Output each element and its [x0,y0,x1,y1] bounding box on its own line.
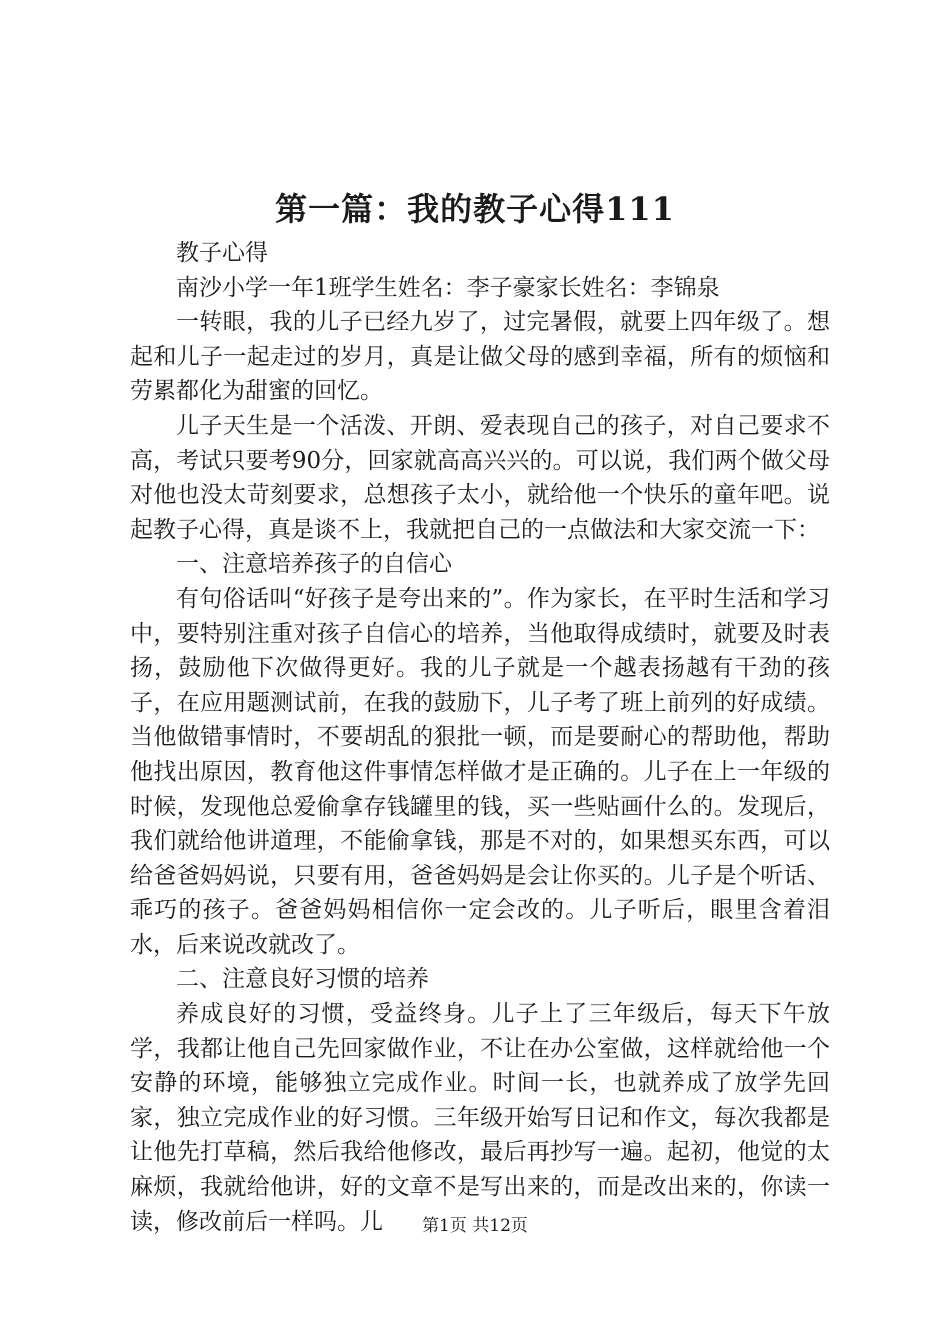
section-heading: 一、注意培养孩子的自信心 [176,551,452,578]
page-footer: 第1页 共12页 [422,1216,528,1236]
section-heading: 二、注意良好习惯的培养 [176,966,429,993]
paragraph: 教子心得 [176,240,268,266]
document-title: 第一篇：我的教子心得111 [275,190,675,228]
paragraph: 一转眼，我的儿子已经九岁了，过完暑假，就要上四年级了。想起和儿子一起走过的岁月，真是让做父母的感到幸福，所有的烦恼和劳累都化为甜蜜的回忆。 [130,309,830,405]
document-body [130,236,830,1239]
paragraph: 有句俗话叫“好孩子是夸出来的”。作为家长，在平时生活和学习中，要特别注重对孩子自信心的培养，当他取得成绩时，就要及时表扬，鼓励他下次做得更好。我的儿子就是一个越表扬越有干劲的孩子，在应用题测试前，在我的鼓励下，儿子考了班上前列的好成绩。当他做错事情时，不要胡乱的狠批一顿，而是要耐心的帮助他，帮助他找出原因，教育他这件事情怎样做才是正确的。儿子在上一年级的时候，发现他总爱偷拿存钱罐里的钱，买一些贴画什么的。发现后，我们就给他讲道理，不能偷拿钱，那是不对的，如果想买东西，可以给爸爸妈妈说，只要有用，爸爸妈妈是会让你买的。儿子是个听话、乖巧的孩子。爸爸妈妈相信你一定会改的。儿子听后，眼里含着泪水，后来说改就改了。 [130,585,830,958]
paragraph: 养成良好的习惯，受益终身。儿子上了三年级后，每天下午放学，我都让他自己先回家做作业，不让在办公室做，这样就给他一个安静的环境，能够独立完成作业。时间一长，也就养成了放学先回家，独立完成作业的好习惯。三年级开始写日记和作文，每次我都是让他先打草稿，然后我给他修改，最后再抄写一遍。起初，他觉的太麻烦，我就给他讲，好的文章不是写出来的，而是改出来的，你读一读，修改前后一样吗。儿 [130,1001,830,1235]
paragraph: 儿子天生是一个活泼、开朗、爱表现自己的孩子，对自己要求不高，考试只要考90分，回家就高高兴兴的。可以说，我们两个做父母对他也没太苛刻要求，总想孩子太小，就给他一个快乐的童年吧。说起教子心得，真是谈不上，我就把自己的一点做法和大家交流一下： [130,412,830,543]
paragraph: 南沙小学一年1班学生姓名：李子豪家长姓名：李锦泉 [176,274,720,301]
